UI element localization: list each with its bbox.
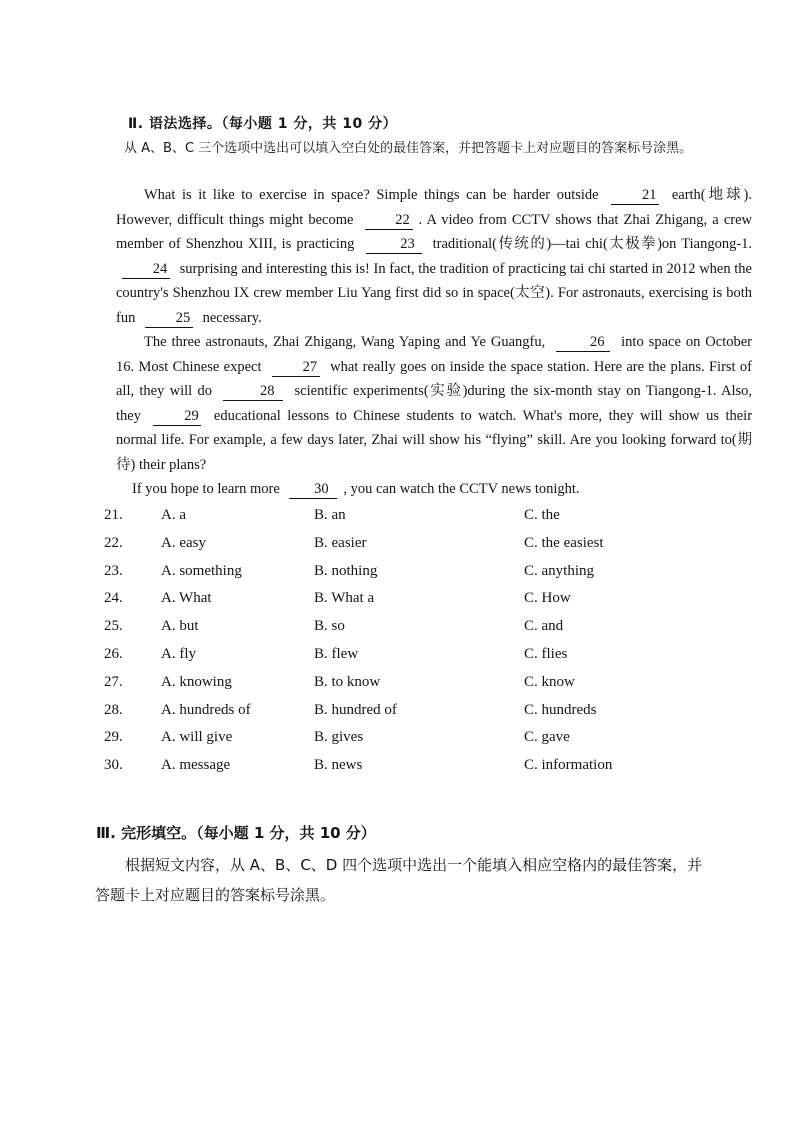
- section-3-instruction: [95, 850, 775, 910]
- question-number: 23.: [104, 562, 123, 579]
- option-a: A. knowing: [161, 673, 232, 690]
- section-3-instruction-line-1: 根据短文内容，从 A、B、C、D 四个选项中选出一个能填入相应空格内的最佳答案，并: [125, 856, 703, 874]
- blank-30: 30: [289, 481, 337, 499]
- passage-text: What is it like to exercise in space? Simple things can be harder outside: [144, 187, 599, 203]
- passage-text: traditional(传统的)—tai chi(太极拳)on Tiangong-1.: [432, 236, 753, 252]
- option-b: B. nothing: [314, 562, 378, 579]
- option-c: C. and: [524, 618, 564, 635]
- question-number: 29.: [104, 729, 123, 746]
- option-b: B. to know: [314, 673, 381, 690]
- passage-paragraph-1: [116, 183, 752, 330]
- option-row-29: [104, 729, 754, 757]
- option-b: B. an: [314, 507, 346, 523]
- option-row-27: [104, 674, 754, 702]
- option-a: A. fly: [161, 645, 196, 662]
- option-c: C. the: [524, 507, 560, 523]
- reading-passage: [116, 183, 752, 502]
- passage-text: what really goes on inside the space station. Here are the plans. First of all, they will do: [116, 358, 752, 399]
- option-c: C. the easiest: [524, 534, 604, 551]
- question-number: 22.: [104, 534, 123, 551]
- option-a: A. a: [161, 507, 186, 523]
- option-row-25: [104, 618, 754, 646]
- passage-text: If you hope to learn more: [132, 481, 280, 497]
- option-row-24: [104, 590, 754, 618]
- passage-text: earth(地球). However, difficult things might become: [116, 187, 753, 228]
- option-a: A. easy: [161, 534, 206, 551]
- option-a: A. but: [161, 618, 199, 635]
- option-c: C. anything: [524, 562, 594, 579]
- blank-22: 22: [365, 212, 413, 230]
- option-b: B. easier: [314, 534, 367, 551]
- blank-27: 27: [272, 359, 320, 377]
- passage-text: surprising and interesting this is! In fact, the tradition of practicing tai chi started in 2012 when the country's Shenzhou IX crew member Liu Yang first did so in space(太空). For astronauts, exercising is both fun: [116, 260, 752, 326]
- question-number: 27.: [104, 673, 123, 690]
- option-c: C. How: [524, 590, 571, 607]
- passage-paragraph-2: [116, 330, 752, 477]
- option-c: C. hundreds: [524, 701, 597, 718]
- option-b: B. so: [314, 618, 345, 635]
- passage-text: scientific experiments(实验)during the six-month stay on Tiangong-1. Also, they: [116, 383, 753, 424]
- blank-21: 21: [611, 187, 659, 205]
- option-row-30: [104, 757, 754, 785]
- option-b: B. What a: [314, 590, 375, 607]
- question-number: 28.: [104, 701, 123, 718]
- passage-text: , you can watch the CCTV news tonight.: [343, 481, 580, 497]
- option-a: A. What: [161, 590, 212, 607]
- question-number: 30.: [104, 757, 123, 774]
- question-number: 24.: [104, 590, 123, 607]
- passage-text: educational lessons to Chinese students to watch. What's more, they will show us their normal life. For example, a few days later, Zhai will show his “flying” skill. Are you looking forward to(期待) their plans?: [116, 407, 753, 473]
- blank-29: 29: [153, 408, 201, 426]
- option-a: A. will give: [161, 729, 233, 746]
- question-number: 25.: [104, 618, 123, 635]
- option-row-21: [104, 507, 754, 535]
- option-a: A. hundreds of: [161, 701, 251, 718]
- option-row-22: [104, 535, 754, 563]
- blank-26: 26: [556, 334, 610, 352]
- option-row-23: [104, 563, 754, 591]
- option-c: C. information: [524, 757, 613, 774]
- option-b: B. gives: [314, 729, 364, 746]
- option-a: A. message: [161, 757, 231, 774]
- passage-paragraph-3: [116, 477, 752, 502]
- passage-text: into space on October 16. Most Chinese expect: [116, 334, 752, 375]
- section-2-instruction: 从 A、B、C 三个选项中选出可以填入空白处的最佳答案，并把答题卡上对应题目的答案标号涂黑。: [124, 141, 693, 156]
- answer-options: [104, 507, 754, 785]
- option-row-26: [104, 646, 754, 674]
- section-2-title: Ⅱ. 语法选择。（每小题 1 分，共 10 分）: [128, 116, 398, 132]
- option-b: B. news: [314, 757, 363, 774]
- option-b: B. flew: [314, 645, 359, 662]
- option-a: A. something: [161, 562, 242, 579]
- question-number: 26.: [104, 645, 123, 662]
- option-c: C. flies: [524, 645, 568, 662]
- passage-text: The three astronauts, Zhai Zhigang, Wang Yaping and Ye Guangfu,: [144, 334, 546, 350]
- option-c: C. gave: [524, 729, 570, 746]
- section-3-instruction-line-2: 答题卡上对应题目的答案标号涂黑。: [95, 886, 336, 904]
- blank-24: 24: [122, 261, 170, 279]
- option-c: C. know: [524, 673, 575, 690]
- blank-25: 25: [145, 310, 193, 328]
- question-number: 21.: [104, 507, 123, 523]
- blank-23: 23: [366, 236, 422, 254]
- passage-text: . A video from CCTV shows that Zhai Zhigang, a crew member of Shenzhou XIII, is practicing: [116, 211, 752, 252]
- section-3-title: Ⅲ. 完形填空。（每小题 1 分，共 10 分）: [96, 824, 376, 842]
- blank-28: 28: [223, 383, 283, 401]
- option-row-28: [104, 702, 754, 730]
- passage-text: necessary.: [202, 309, 262, 326]
- option-b: B. hundred of: [314, 701, 397, 718]
